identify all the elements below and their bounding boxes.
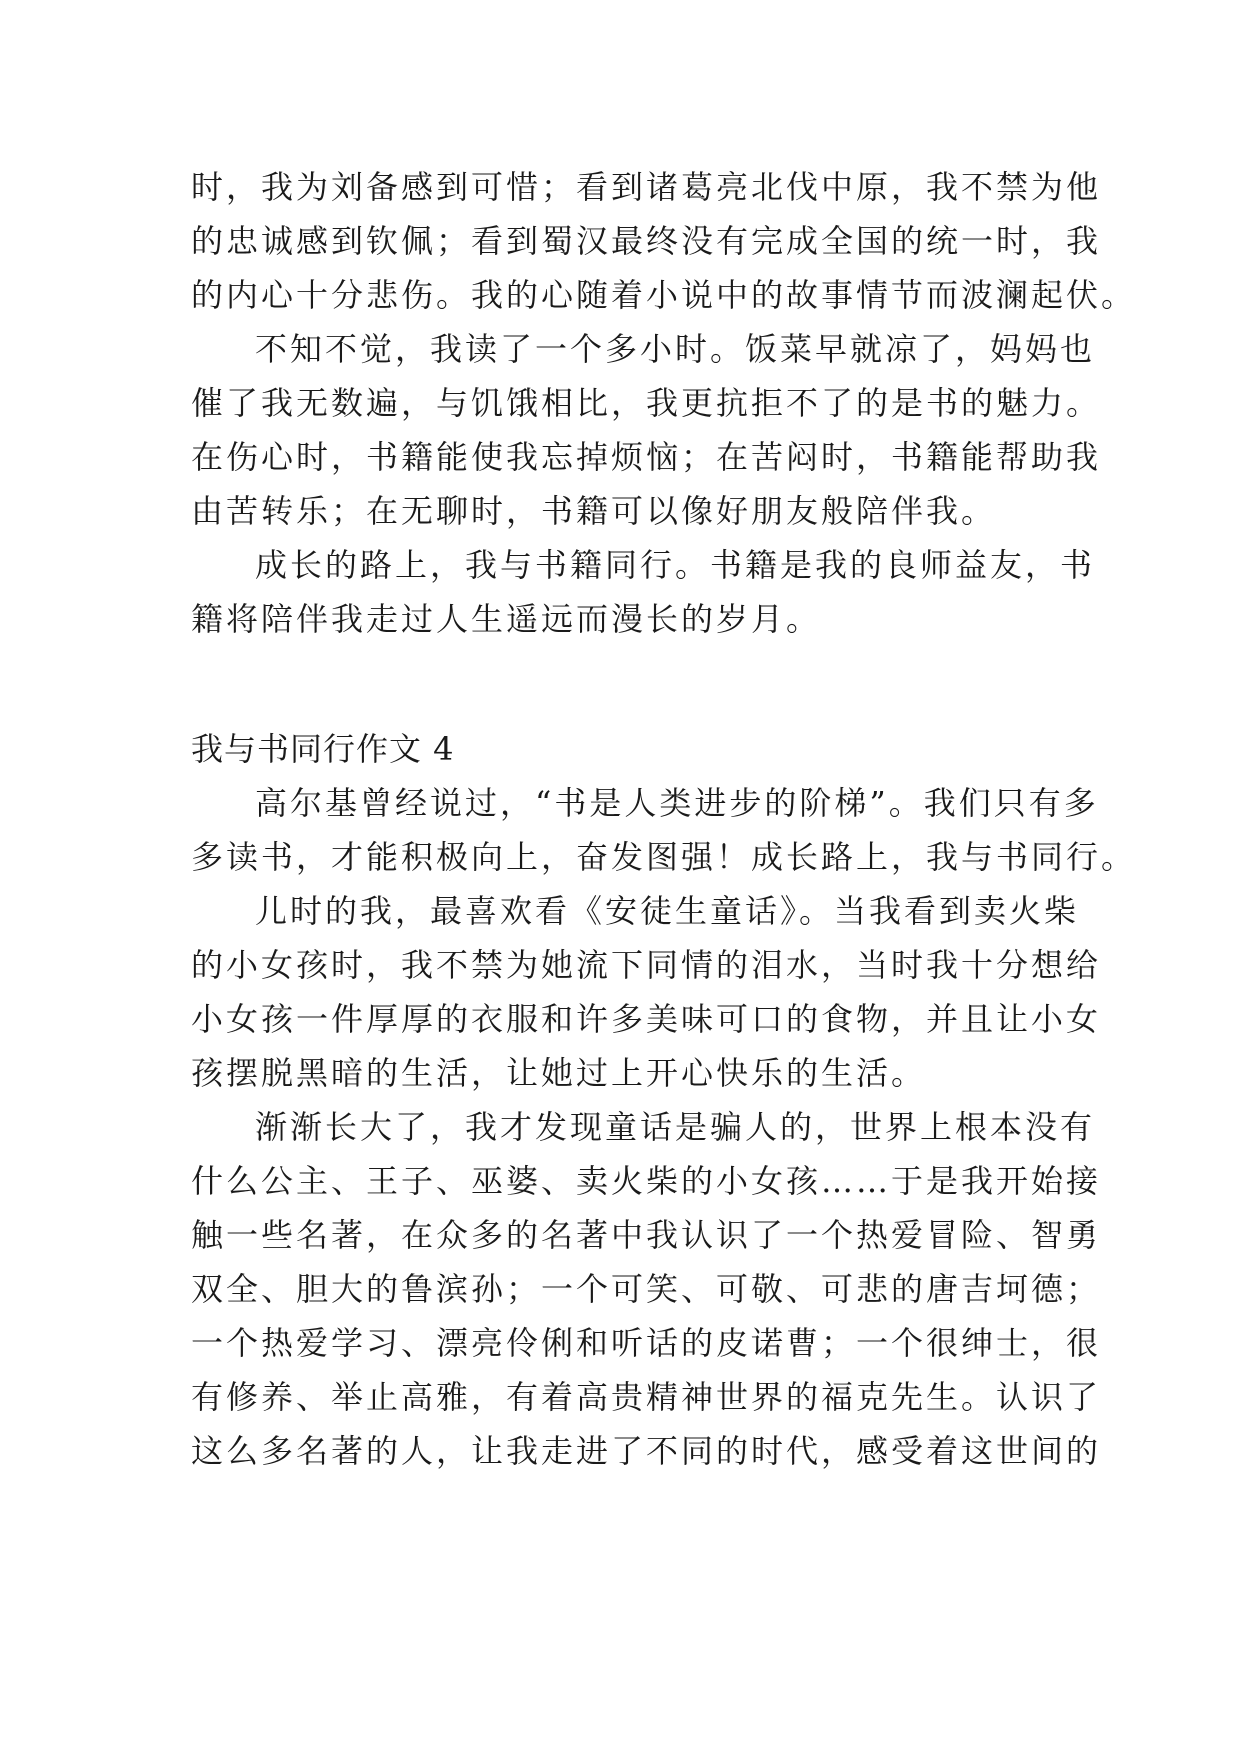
text-line: 在伤心时，书籍能使我忘掉烦恼；在苦闷时，书籍能帮助我: [191, 438, 1102, 476]
text-line: 这么多名著的人，让我走进了不同的时代，感受着这世间的: [191, 1432, 1102, 1470]
essay-body: [191, 160, 1137, 1478]
text-line: 触一些名著，在众多的名著中我认识了一个热爱冒险、智勇: [191, 1216, 1102, 1254]
paragraph-start: 不知不觉，我读了一个多小时。饭菜早就凉了，妈妈也: [255, 330, 1096, 368]
text-line: 的内心十分悲伤。我的心随着小说中的故事情节而波澜起伏。: [191, 276, 1137, 314]
text-line: 籍将陪伴我走过人生遥远而漫长的岁月。: [191, 600, 822, 638]
paragraph-start: 成长的路上，我与书籍同行。书籍是我的良师益友，书: [255, 546, 1096, 584]
text-line: 一个热爱学习、漂亮伶俐和听话的皮诺曹；一个很绅士，很: [191, 1324, 1102, 1362]
text-line: 催了我无数遍，与饥饿相比，我更抗拒不了的是书的魅力。: [191, 384, 1102, 422]
paragraph-start: 渐渐长大了，我才发现童话是骗人的，世界上根本没有: [255, 1108, 1096, 1146]
text-line: 时，我为刘备感到可惜；看到诸葛亮北伐中原，我不禁为他: [191, 168, 1102, 206]
text-line: 多读书，才能积极向上，奋发图强！成长路上，我与书同行。: [191, 838, 1137, 876]
text-line: 的小女孩时，我不禁为她流下同情的泪水，当时我十分想给: [191, 946, 1102, 984]
paragraph-start: 高尔基曾经说过，“书是人类进步的阶梯”。我们只有多: [255, 784, 1099, 822]
essay-heading: 我与书同行作文 4: [191, 730, 455, 768]
text-line: 双全、胆大的鲁滨孙；一个可笑、可敬、可悲的唐吉坷德；: [191, 1270, 1102, 1308]
text-line: 什么公主、王子、巫婆、卖火柴的小女孩……于是我开始接: [191, 1162, 1102, 1200]
text-line: 由苦转乐；在无聊时，书籍可以像好朋友般陪伴我。: [191, 492, 997, 530]
text-line: 孩摆脱黑暗的生活，让她过上开心快乐的生活。: [191, 1054, 927, 1092]
text-line: 有修养、举止高雅，有着高贵精神世界的福克先生。认识了: [191, 1378, 1102, 1416]
text-line: 的忠诚感到钦佩；看到蜀汉最终没有完成全国的统一时，我: [191, 222, 1102, 260]
text-line: 小女孩一件厚厚的衣服和许多美味可口的食物，并且让小女: [191, 1000, 1102, 1038]
paragraph-start: 儿时的我，最喜欢看《安徒生童话》。当我看到卖火柴: [255, 892, 1080, 930]
